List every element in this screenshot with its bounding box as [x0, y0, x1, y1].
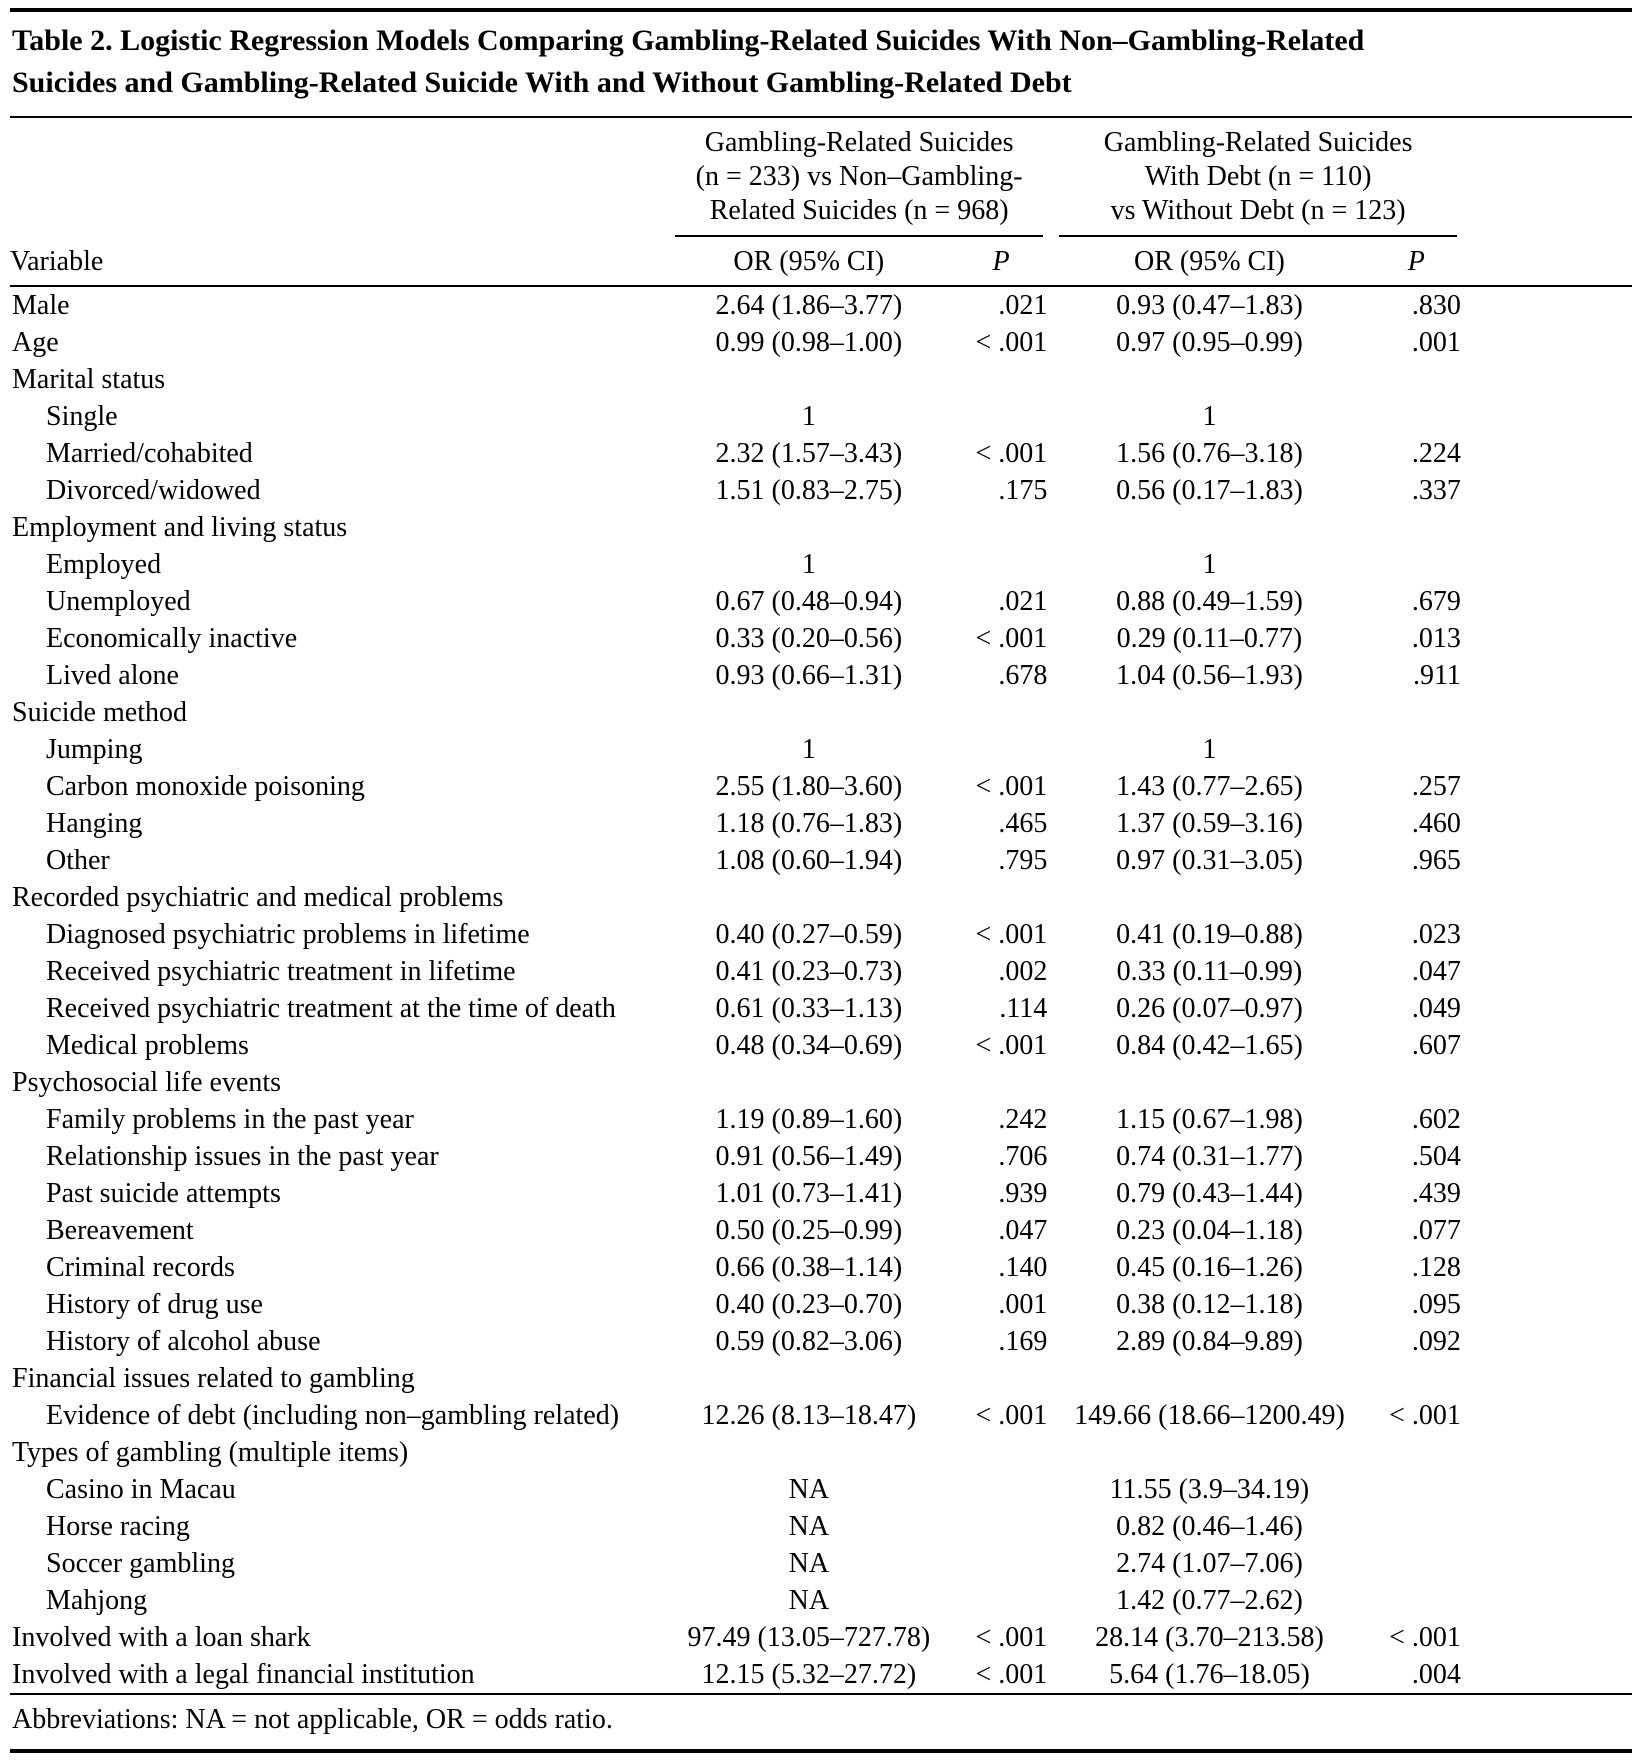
spacer-cell — [1465, 546, 1632, 583]
or-ci-cell-2: 28.14 (3.70–213.58) — [1095, 1622, 1324, 1653]
p-value-cell-2: .504 — [1411, 1141, 1461, 1172]
p-value-cell-2: < .001 — [1389, 1400, 1461, 1431]
group2-line-3: vs Without Debt (n = 123) — [1110, 195, 1406, 226]
or-ci-cell-1: 0.91 (0.56–1.49) — [715, 1141, 903, 1172]
or-ci-cell-1: 0.59 (0.82–3.06) — [715, 1326, 903, 1357]
p-value-cell-2: .830 — [1411, 290, 1461, 321]
p-value-cell-1 — [951, 1508, 1052, 1545]
p-value-cell-2: .439 — [1411, 1178, 1461, 1209]
spacer-cell — [1465, 1138, 1632, 1175]
spacer-cell — [1465, 1175, 1632, 1212]
data-row — [10, 1101, 1632, 1138]
table-title-line-2: Suicides and Gambling-Related Suicide With and Without Gambling-Related Debt — [12, 66, 1072, 99]
spacer-cell — [1465, 1619, 1632, 1656]
or-ci-cell-1: NA — [788, 1511, 830, 1542]
variable-column-header: Variable — [10, 237, 667, 286]
or-ci-cell-2: 1.37 (0.59–3.16) — [1116, 808, 1303, 839]
p-value-cell-1 — [951, 1471, 1052, 1508]
or-ci-cell-2: 0.33 (0.11–0.99) — [1116, 956, 1303, 987]
p-value-cell-2: .077 — [1411, 1215, 1461, 1246]
variable-cell: Involved with a loan shark — [12, 1622, 311, 1653]
group-header-spacer-left — [10, 118, 667, 237]
or-ci-cell-2: 1 — [1202, 549, 1217, 580]
data-row — [10, 916, 1632, 953]
or-ci-cell-1: 1.18 (0.76–1.83) — [715, 808, 903, 839]
p-value-cell-1: < .001 — [975, 327, 1048, 358]
variable-cell: Carbon monoxide poisoning — [46, 771, 365, 802]
section-row — [10, 1360, 1632, 1397]
variable-cell: Medical problems — [46, 1030, 249, 1061]
p-value-cell-2: .607 — [1411, 1030, 1461, 1061]
section-row — [10, 509, 1632, 546]
variable-cell: Evidence of debt (including non–gambling related) — [46, 1400, 620, 1431]
spacer-cell — [1465, 694, 1632, 731]
data-row — [10, 583, 1632, 620]
p-value-cell-1: .021 — [998, 290, 1048, 321]
or-ci-cell-2: 0.88 (0.49–1.59) — [1116, 586, 1303, 617]
or-ci-cell-2: 0.84 (0.42–1.65) — [1116, 1030, 1303, 1061]
p-value-cell-1: .169 — [998, 1326, 1048, 1357]
variable-cell: Lived alone — [46, 660, 179, 691]
or-ci-cell-1: 0.61 (0.33–1.13) — [715, 993, 903, 1024]
or-ci-cell-2: 149.66 (18.66–1200.49) — [1074, 1400, 1345, 1431]
table-body — [10, 286, 1632, 1693]
p-value-cell-2: .128 — [1411, 1252, 1461, 1283]
group1-line-3: Related Suicides (n = 968) — [709, 195, 1009, 226]
p-value-cell-2 — [1368, 1471, 1465, 1508]
p-value-cell-1: < .001 — [975, 438, 1048, 469]
abbreviations-note: Abbreviations: NA = not applicable, OR = odds ratio. — [12, 1704, 613, 1735]
p-column-header-1: P — [951, 237, 1052, 286]
or-ci-cell-2: 0.56 (0.17–1.83) — [1116, 475, 1303, 506]
p-value-cell-2 — [1368, 1434, 1465, 1471]
spacer-cell — [1465, 1656, 1632, 1693]
variable-cell: History of alcohol abuse — [46, 1326, 321, 1357]
variable-cell: Unemployed — [46, 586, 191, 617]
p-value-cell-2: .679 — [1411, 586, 1461, 617]
p-value-cell-1: .706 — [998, 1141, 1048, 1172]
p-value-cell-2: .602 — [1411, 1104, 1461, 1135]
or-ci-cell-2: 1 — [1202, 401, 1217, 432]
p-value-cell-1: < .001 — [975, 919, 1048, 950]
or-ci-cell-2: 5.64 (1.76–18.05) — [1109, 1659, 1310, 1690]
spacer-cell — [1465, 472, 1632, 509]
section-row — [10, 1064, 1632, 1101]
variable-cell: Financial issues related to gambling — [12, 1363, 415, 1394]
or-ci-cell-1: 12.26 (8.13–18.47) — [701, 1400, 917, 1431]
or-ci-cell-2: 2.74 (1.07–7.06) — [1116, 1548, 1303, 1579]
or-ci-cell-1: 0.50 (0.25–0.99) — [715, 1215, 903, 1246]
data-row — [10, 1027, 1632, 1064]
data-row — [10, 324, 1632, 361]
section-row — [10, 694, 1632, 731]
sub-header-spacer — [1465, 237, 1632, 286]
or-ci-cell-2 — [1051, 509, 1367, 546]
p-value-cell-1: .002 — [998, 956, 1048, 987]
variable-cell: Types of gambling (multiple items) — [12, 1437, 409, 1468]
spacer-cell — [1465, 731, 1632, 768]
p-value-cell-1: .465 — [998, 808, 1048, 839]
data-row — [10, 953, 1632, 990]
data-row — [10, 842, 1632, 879]
or-ci-cell-1: NA — [788, 1585, 830, 1616]
p-value-cell-2: .013 — [1411, 623, 1461, 654]
section-row — [10, 1434, 1632, 1471]
or-ci-cell-2: 0.74 (0.31–1.77) — [1116, 1141, 1303, 1172]
or-ci-cell-2: 2.89 (0.84–9.89) — [1116, 1326, 1303, 1357]
table-title-line-1: Table 2. Logistic Regression Models Comparing Gambling-Related Suicides With Non–Gambling-Related — [12, 24, 1365, 57]
or-ci-cell-2: 0.93 (0.47–1.83) — [1116, 290, 1303, 321]
or-ci-cell-1: 0.67 (0.48–0.94) — [715, 586, 903, 617]
or-ci-cell-2: 0.79 (0.43–1.44) — [1116, 1178, 1303, 1209]
spacer-cell — [1465, 1323, 1632, 1360]
or-ci-cell-1: 0.41 (0.23–0.73) — [715, 956, 903, 987]
spacer-cell — [1465, 1286, 1632, 1323]
or-ci-cell-2: 0.29 (0.11–0.77) — [1116, 623, 1303, 654]
variable-cell: Employment and living status — [12, 512, 348, 543]
variable-cell: Other — [46, 845, 110, 876]
variable-cell: Psychosocial life events — [12, 1067, 282, 1098]
or-ci-cell-2: 1.15 (0.67–1.98) — [1116, 1104, 1303, 1135]
spacer-cell — [1465, 805, 1632, 842]
spacer-cell — [1465, 1101, 1632, 1138]
spacer-cell — [1465, 1471, 1632, 1508]
or-ci-cell-1 — [667, 879, 951, 916]
data-row — [10, 1138, 1632, 1175]
or-ci-cell-2: 0.45 (0.16–1.26) — [1116, 1252, 1303, 1283]
variable-cell: Single — [46, 401, 118, 432]
data-row — [10, 286, 1632, 324]
p-value-cell-1: .795 — [998, 845, 1048, 876]
column-group-1 — [667, 118, 1051, 237]
p-value-cell-1: .175 — [998, 475, 1048, 506]
variable-cell: Male — [12, 290, 70, 321]
data-row — [10, 435, 1632, 472]
variable-cell: Marital status — [12, 364, 166, 395]
or-ci-cell-2: 0.26 (0.07–0.97) — [1116, 993, 1303, 1024]
p-value-cell-1 — [951, 509, 1052, 546]
p-value-cell-2 — [1368, 1360, 1465, 1397]
or-ci-cell-1 — [667, 509, 951, 546]
footnote — [10, 1693, 1632, 1749]
p-value-cell-2: .337 — [1411, 475, 1461, 506]
or-ci-cell-1 — [667, 361, 951, 398]
data-row — [10, 1249, 1632, 1286]
variable-cell: Received psychiatric treatment in lifetime — [46, 956, 516, 987]
p-value-cell-2 — [1368, 509, 1465, 546]
spacer-cell — [1465, 990, 1632, 1027]
data-row — [10, 1582, 1632, 1619]
spacer-cell — [1465, 768, 1632, 805]
p-value-cell-2: .092 — [1411, 1326, 1461, 1357]
p-value-cell-1 — [951, 1434, 1052, 1471]
spacer-cell — [1465, 1582, 1632, 1619]
data-row — [10, 1471, 1632, 1508]
variable-cell: Married/cohabited — [46, 438, 253, 469]
variable-cell: Recorded psychiatric and medical problems — [12, 882, 504, 913]
sub-header-row — [10, 237, 1632, 286]
or-ci-cell-1: 1.19 (0.89–1.60) — [715, 1104, 903, 1135]
spacer-cell — [1465, 1508, 1632, 1545]
p-value-cell-1: .114 — [999, 993, 1048, 1024]
or-ci-cell-1: 1.08 (0.60–1.94) — [715, 845, 903, 876]
variable-cell: Soccer gambling — [46, 1548, 235, 1579]
variable-cell: Criminal records — [46, 1252, 235, 1283]
p-value-cell-1: < .001 — [975, 1400, 1048, 1431]
or-ci-cell-1: 1 — [801, 401, 816, 432]
group2-line-2: With Debt (n = 110) — [1144, 161, 1372, 192]
data-row — [10, 768, 1632, 805]
p-value-cell-1 — [951, 398, 1052, 435]
or-ci-cell-2: 0.82 (0.46–1.46) — [1116, 1511, 1303, 1542]
or-ci-cell-2 — [1051, 1434, 1367, 1471]
p-value-cell-2 — [1368, 546, 1465, 583]
p-value-cell-2: .911 — [1412, 660, 1461, 691]
variable-cell: Economically inactive — [46, 623, 298, 654]
or-ci-cell-2: 1.42 (0.77–2.62) — [1116, 1585, 1303, 1616]
spacer-cell — [1465, 286, 1632, 324]
or-ci-cell-1: 0.33 (0.20–0.56) — [715, 623, 903, 654]
spacer-cell — [1465, 1064, 1632, 1101]
data-row — [10, 398, 1632, 435]
spacer-cell — [1465, 657, 1632, 694]
p-value-cell-2: .257 — [1411, 771, 1461, 802]
or-ci-cell-1: 1 — [801, 734, 816, 765]
variable-cell: History of drug use — [46, 1289, 263, 1320]
p-value-cell-1 — [951, 546, 1052, 583]
p-value-cell-2: .049 — [1411, 993, 1461, 1024]
spacer-cell — [1465, 1212, 1632, 1249]
or-ci-cell-2 — [1051, 694, 1367, 731]
or-ci-cell-2: 0.38 (0.12–1.18) — [1116, 1289, 1303, 1320]
p-value-cell-2: .095 — [1411, 1289, 1461, 1320]
variable-cell: Age — [12, 327, 59, 358]
or-ci-cell-1: 2.55 (1.80–3.60) — [715, 771, 903, 802]
or-ci-cell-1: 0.66 (0.38–1.14) — [715, 1252, 903, 1283]
p-value-cell-1: < .001 — [975, 1622, 1048, 1653]
group2-line-1: Gambling-Related Suicides — [1103, 127, 1413, 158]
or-ci-cell-1: 97.49 (13.05–727.78) — [687, 1622, 931, 1653]
p-value-cell-2: .460 — [1411, 808, 1461, 839]
variable-cell: Employed — [46, 549, 162, 580]
variable-cell: Hanging — [46, 808, 143, 839]
data-row — [10, 1212, 1632, 1249]
group1-line-2: (n = 233) vs Non–Gambling- — [695, 161, 1023, 192]
spacer-cell — [1465, 1360, 1632, 1397]
p-value-cell-1 — [951, 361, 1052, 398]
p-value-cell-2: .224 — [1411, 438, 1461, 469]
spacer-cell — [1465, 1027, 1632, 1064]
spacer-cell — [1465, 398, 1632, 435]
p-value-cell-2 — [1368, 1545, 1465, 1582]
or-ci-cell-1: 0.93 (0.66–1.31) — [715, 660, 903, 691]
p-value-cell-2 — [1368, 398, 1465, 435]
or-ci-cell-1: 0.48 (0.34–0.69) — [715, 1030, 903, 1061]
p-value-cell-2: .047 — [1411, 956, 1461, 987]
spacer-cell — [1465, 435, 1632, 472]
p-value-cell-1: < .001 — [975, 623, 1048, 654]
data-row — [10, 1323, 1632, 1360]
p-value-cell-2 — [1368, 694, 1465, 731]
spacer-cell — [1465, 1434, 1632, 1471]
p-value-cell-1: .021 — [998, 586, 1048, 617]
p-value-cell-1 — [951, 1064, 1052, 1101]
spacer-cell — [1465, 509, 1632, 546]
or-ci-cell-2: 1.56 (0.76–3.18) — [1116, 438, 1303, 469]
data-row — [10, 731, 1632, 768]
p-value-cell-1: < .001 — [975, 1659, 1048, 1690]
or-ci-cell-1: 12.15 (5.32–27.72) — [701, 1659, 917, 1690]
p-value-cell-1: .001 — [998, 1289, 1048, 1320]
section-row — [10, 879, 1632, 916]
data-row — [10, 805, 1632, 842]
or-ci-cell-2: 0.97 (0.31–3.05) — [1116, 845, 1303, 876]
p-value-cell-1: < .001 — [975, 1030, 1048, 1061]
p-value-cell-2 — [1368, 731, 1465, 768]
p-value-cell-2 — [1368, 1508, 1465, 1545]
p-value-cell-2: .001 — [1411, 327, 1461, 358]
variable-cell: Relationship issues in the past year — [46, 1141, 439, 1172]
or-ci-cell-1: NA — [788, 1548, 830, 1579]
variable-cell: Diagnosed psychiatric problems in lifetime — [46, 919, 530, 950]
spacer-cell — [1465, 953, 1632, 990]
p-value-cell-1: .242 — [998, 1104, 1048, 1135]
data-row — [10, 546, 1632, 583]
variable-cell: Received psychiatric treatment at the time of death — [46, 993, 616, 1024]
bottom-rule — [10, 1749, 1632, 1753]
or-ci-cell-1 — [667, 1064, 951, 1101]
or-ci-cell-2: 1.04 (0.56–1.93) — [1116, 660, 1303, 691]
data-row — [10, 1656, 1632, 1693]
or-ci-cell-2: 0.41 (0.19–0.88) — [1116, 919, 1303, 950]
variable-cell: Family problems in the past year — [46, 1104, 414, 1135]
or-ci-cell-1: 1.01 (0.73–1.41) — [715, 1178, 903, 1209]
or-ci-cell-2: 1.43 (0.77–2.65) — [1116, 771, 1303, 802]
variable-cell: Horse racing — [46, 1511, 190, 1542]
or-ci-cell-2 — [1051, 1360, 1367, 1397]
or-ci-cell-2: 0.97 (0.95–0.99) — [1116, 327, 1303, 358]
or-ci-cell-2 — [1051, 1064, 1367, 1101]
or-ci-cell-2: 11.55 (3.9–34.19) — [1109, 1474, 1310, 1505]
p-value-cell-1: < .001 — [975, 771, 1048, 802]
p-value-cell-1 — [951, 1360, 1052, 1397]
variable-cell: Suicide method — [12, 697, 187, 728]
table-title — [10, 12, 1632, 116]
variable-cell: Casino in Macau — [46, 1474, 236, 1505]
or-ci-cell-1: 1 — [801, 549, 816, 580]
p-value-cell-2: < .001 — [1389, 1622, 1461, 1653]
p-value-cell-2 — [1368, 1064, 1465, 1101]
spacer-cell — [1465, 324, 1632, 361]
or-ci-column-header-1: OR (95% CI) — [667, 237, 951, 286]
or-ci-cell-1: 0.40 (0.27–0.59) — [715, 919, 903, 950]
data-row — [10, 1175, 1632, 1212]
or-ci-cell-1 — [667, 694, 951, 731]
p-value-cell-1 — [951, 731, 1052, 768]
p-value-cell-2: .965 — [1411, 845, 1461, 876]
p-value-cell-1 — [951, 1545, 1052, 1582]
p-column-header-2: P — [1368, 237, 1465, 286]
or-ci-cell-2: 1 — [1202, 734, 1217, 765]
p-value-cell-1 — [951, 879, 1052, 916]
variable-cell: Bereavement — [46, 1215, 194, 1246]
column-group-2-label — [1059, 126, 1457, 237]
or-ci-cell-2 — [1051, 879, 1367, 916]
spacer-cell — [1465, 842, 1632, 879]
section-row — [10, 361, 1632, 398]
spacer-cell — [1465, 879, 1632, 916]
data-row — [10, 472, 1632, 509]
or-ci-cell-1: 2.32 (1.57–3.43) — [715, 438, 903, 469]
variable-cell: Past suicide attempts — [46, 1178, 281, 1209]
column-group-1-label — [675, 126, 1043, 237]
group1-line-1: Gambling-Related Suicides — [704, 127, 1014, 158]
or-ci-cell-2: 0.23 (0.04–1.18) — [1116, 1215, 1303, 1246]
data-row — [10, 1545, 1632, 1582]
p-value-cell-2 — [1368, 879, 1465, 916]
p-value-cell-1: .140 — [998, 1252, 1048, 1283]
data-row — [10, 1397, 1632, 1434]
data-row — [10, 620, 1632, 657]
variable-cell: Involved with a legal financial institution — [12, 1659, 475, 1690]
p-value-cell-1: .678 — [998, 660, 1048, 691]
or-ci-cell-1: NA — [788, 1474, 830, 1505]
spacer-cell — [1465, 1397, 1632, 1434]
data-row — [10, 1508, 1632, 1545]
spacer-cell — [1465, 583, 1632, 620]
spacer-cell — [1465, 916, 1632, 953]
or-ci-cell-2 — [1051, 361, 1367, 398]
p-value-cell-2: .004 — [1411, 1659, 1461, 1690]
or-ci-cell-1 — [667, 1360, 951, 1397]
p-value-cell-1: .939 — [998, 1178, 1048, 1209]
p-value-cell-1: .047 — [998, 1215, 1048, 1246]
variable-cell: Jumping — [46, 734, 143, 765]
spacer-cell — [1465, 1545, 1632, 1582]
or-ci-cell-1: 0.40 (0.23–0.70) — [715, 1289, 903, 1320]
or-ci-cell-1: 2.64 (1.86–3.77) — [715, 290, 903, 321]
p-value-cell-2 — [1368, 1582, 1465, 1619]
group-header-spacer-right — [1465, 118, 1632, 237]
spacer-cell — [1465, 1249, 1632, 1286]
variable-cell: Divorced/widowed — [46, 475, 261, 506]
or-ci-cell-1 — [667, 1434, 951, 1471]
group-header-row — [10, 118, 1632, 237]
or-ci-cell-1: 1.51 (0.83–2.75) — [715, 475, 903, 506]
p-value-cell-2: .023 — [1411, 919, 1461, 950]
data-row — [10, 1286, 1632, 1323]
p-value-cell-2 — [1368, 361, 1465, 398]
data-row — [10, 1619, 1632, 1656]
or-ci-cell-1: 0.99 (0.98–1.00) — [715, 327, 903, 358]
column-group-2 — [1051, 118, 1465, 237]
or-ci-column-header-2: OR (95% CI) — [1051, 237, 1367, 286]
spacer-cell — [1465, 620, 1632, 657]
p-value-cell-1 — [951, 1582, 1052, 1619]
p-value-cell-1 — [951, 694, 1052, 731]
variable-cell: Mahjong — [46, 1585, 148, 1616]
regression-table — [10, 118, 1632, 1693]
spacer-cell — [1465, 361, 1632, 398]
data-row — [10, 657, 1632, 694]
data-row — [10, 990, 1632, 1027]
